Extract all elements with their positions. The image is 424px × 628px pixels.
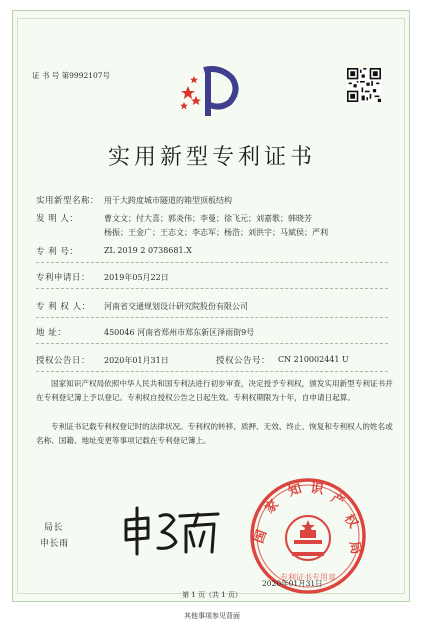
svg-text:专利证书专用章: 专利证书专用章 (280, 573, 336, 582)
director-title: 局长 (44, 523, 64, 533)
holder-label: 专 利 权 人： (36, 302, 91, 312)
inventor-label: 发 明 人： (36, 214, 79, 224)
filing-date-value: 2019年05月22日 (104, 273, 169, 282)
qr-code-icon (347, 68, 381, 102)
name-label: 实用新型名称： (36, 196, 100, 206)
name-value: 用于大跨度城市隧道的箱型顶板结构 (104, 196, 232, 205)
holder-value: 河南省交通规划设计研究院股份有限公司 (104, 302, 248, 311)
address-label: 地 址： (36, 328, 67, 338)
page-indicator: 第 1 页（共 1 页） (182, 591, 242, 599)
inventor-line-1: 曹文文；付大喜；郭炎伟；李曼；徐飞元；刘嘉歌；韩晓芳 (104, 214, 312, 223)
address-value: 450046 河南省郑州市郑东新区泽雨街9号 (104, 328, 255, 337)
seal-date: 2020年01月31日 (262, 579, 323, 588)
svg-text:家: 家 (262, 497, 283, 517)
divider (36, 371, 388, 372)
divider (36, 317, 388, 318)
body-paragraph-1: 国家知识产权局依照中华人民共和国专利法进行初步审查，决定授予专利权，颁发实用新型专利证书并在专利登记簿上予以登记。专利权自授权公告之日起生效。专利权期限为十年，自申请日起算。 (36, 379, 393, 402)
divider (36, 262, 388, 263)
grant-number-label: 授权公告号： (216, 356, 271, 366)
director-name: 申长雨 (40, 539, 69, 549)
svg-text:国: 国 (251, 528, 271, 546)
svg-text:产: 产 (328, 490, 347, 510)
grant-date-label: 授权公告日： (36, 356, 91, 366)
director-signature-icon (118, 502, 228, 562)
divider (36, 288, 388, 289)
grant-date-value: 2020年01月31日 (104, 356, 169, 365)
certificate-number: 证 书 号 第9992107号 (32, 71, 111, 80)
certificate-title: 实用新型专利证书 (107, 145, 316, 170)
svg-text:知: 知 (286, 481, 304, 500)
grant-number-value: CN 210002441 U (278, 355, 349, 364)
patent-number-value: ZL 2019 2 0738681.X (104, 246, 192, 255)
patent-number-label: 专 利 号： (36, 247, 79, 257)
inventor-line-2: 杨振；王金广；王志文；李志军；杨浩；刘洪宇；马斌侯；严利 (104, 228, 328, 237)
cnipa-logo-icon (174, 64, 246, 118)
svg-text:权: 权 (340, 511, 361, 531)
footer-note: 其他事项参见背面 (184, 612, 240, 620)
body-paragraph-2: 专利证书记载专利权登记时的法律状况。专利权的转移、质押、无效、终止、恢复和专利权人的姓名或名称、国籍、地址变更等事项记载在专利登记簿上。 (36, 422, 393, 445)
filing-date-label: 专利申请日： (36, 273, 91, 283)
svg-text:识: 识 (309, 481, 325, 498)
divider (36, 343, 388, 344)
svg-text:局: 局 (346, 540, 364, 556)
